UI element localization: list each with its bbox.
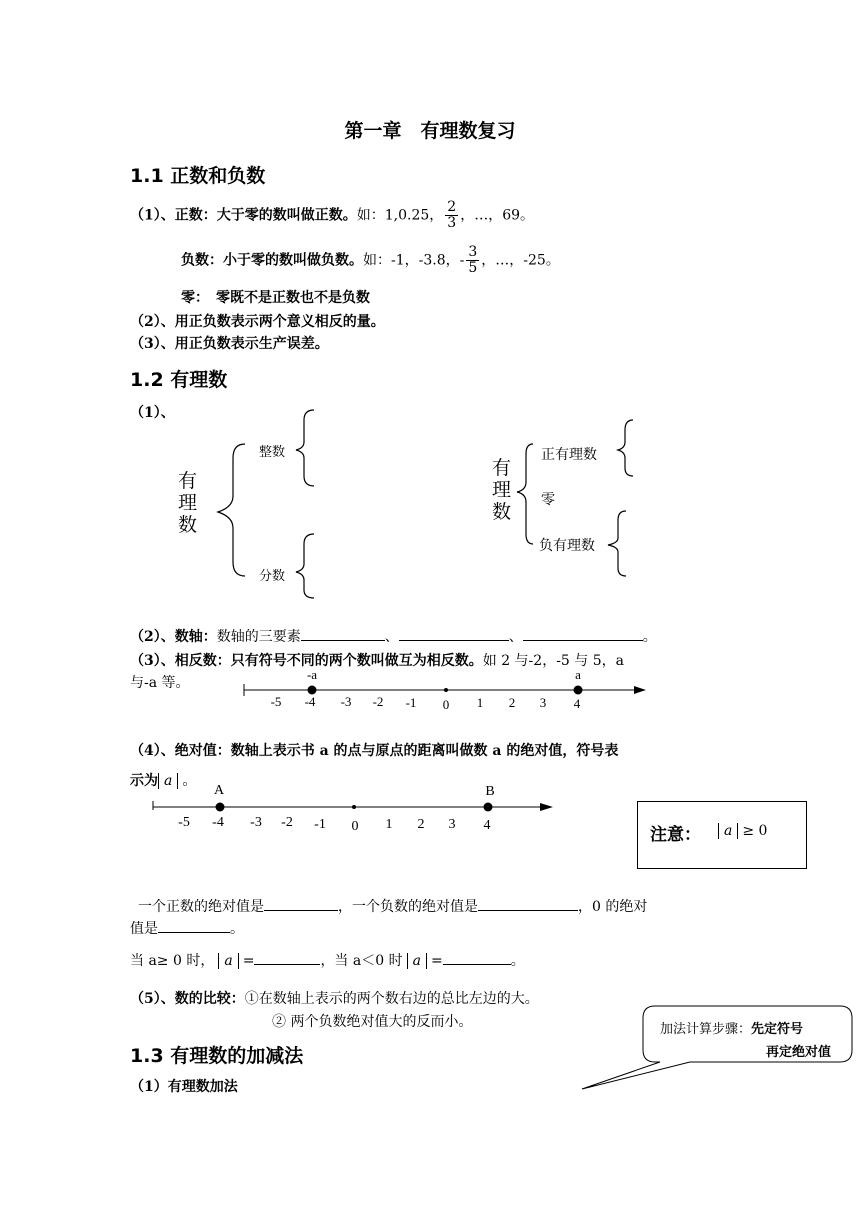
tick-label: 3 <box>448 817 456 832</box>
arrow-head-icon <box>634 686 646 694</box>
text: ，0 的绝对 <box>578 899 648 915</box>
absolute-value-def: （4）、绝对值：数轴上表示书 a 的点与原点的距离叫做数 a 的绝对值，符号表 <box>130 743 619 759</box>
number-line-text: 数轴的三要素 <box>216 629 301 645</box>
tick-label: 4 <box>483 818 491 833</box>
text: 。 <box>510 953 525 969</box>
point-a <box>574 686 583 695</box>
callout-prefix: 加法计算步骤： <box>660 1022 752 1037</box>
positive-examples-rest: ，…，69。 <box>460 207 535 224</box>
section-heading-1-3: 1.3 有理数的加减法 <box>130 1045 304 1067</box>
separator: 、 <box>384 629 399 645</box>
tick-label: -1 <box>314 817 326 832</box>
tick-label: -1 <box>405 695 417 710</box>
root-char: 有 <box>178 470 198 492</box>
label-B: B <box>485 784 495 799</box>
negative-label: 负数：小于零的数叫做负数。 <box>181 252 363 269</box>
callout-text <box>660 1018 803 1037</box>
text: 当 a≥ 0 时， <box>130 953 215 969</box>
text: 。 <box>230 921 244 937</box>
note-relation: ≥ 0 <box>742 823 768 839</box>
callout-line-1: 先定符号 <box>751 1022 804 1037</box>
negative-rational-label: 负有理数 <box>539 538 595 554</box>
abs-a: a <box>718 823 738 839</box>
opposite-label: （3）、相反数：只有符号不同的两个数叫做互为相反数。 <box>130 653 483 669</box>
tick-label: 3 <box>539 695 547 710</box>
root-char: 有 <box>492 457 512 479</box>
tick-label: -2 <box>281 815 293 830</box>
root-char: 理 <box>178 492 198 514</box>
tick-label: 0 <box>442 697 450 712</box>
section-heading-1-2: 1.2 有理数 <box>130 369 228 391</box>
text: 值是 <box>130 921 158 937</box>
abs-a: a <box>158 773 178 789</box>
tick-label: -3 <box>250 815 262 830</box>
point-A <box>216 803 225 812</box>
fraction-brace <box>296 534 314 598</box>
equals: = <box>430 953 443 969</box>
label-neg-a: -a <box>306 667 318 682</box>
negative-examples: 如：-1，-3.8，- <box>363 252 465 269</box>
zero-definition: 零： 零既不是正数也不是负数 <box>181 290 370 306</box>
positive-rational-label: 正有理数 <box>541 447 597 463</box>
comparison-rule-1: ①在数轴上表示的两个数右边的总比左边的大。 <box>244 991 539 1007</box>
end-punct: 。 <box>182 773 197 789</box>
fraction-denominator: 3 <box>447 215 457 231</box>
callout-line-2: 再定绝对值 <box>766 1045 832 1060</box>
abs-a: a <box>407 953 427 969</box>
tick-label: -5 <box>270 694 282 709</box>
opposite-examples-cont: 与-a 等。 <box>130 675 190 691</box>
tick-label: 1 <box>385 817 393 832</box>
label-A: A <box>213 783 225 798</box>
comparison-rule-2: ② 两个负数绝对值大的反而小。 <box>272 1014 473 1030</box>
section-heading-1-1: 1.1 正数和负数 <box>130 165 266 187</box>
page-title: 第一章 有理数复习 <box>344 120 516 142</box>
root-char: 理 <box>492 479 512 501</box>
comparison-label: （5）、数的比较： <box>130 991 245 1007</box>
left-outer-brace <box>218 444 245 576</box>
fraction-numerator: 3 <box>468 244 478 260</box>
positive-label: （1）、正数：大于零的数叫做正数。 <box>130 207 357 224</box>
point-B <box>484 803 493 812</box>
text: 一个正数的绝对值是 <box>138 899 264 915</box>
end-punct: 。 <box>642 629 657 645</box>
fraction-label: 分数 <box>259 569 286 584</box>
text: ，当 a＜0 时 <box>320 953 403 969</box>
equals: = <box>242 953 255 969</box>
tick-label: -3 <box>340 694 352 709</box>
production-error: （3）、用正负数表示生产误差。 <box>130 336 329 352</box>
tick-label: 1 <box>476 695 484 710</box>
fraction-numerator: 2 <box>447 199 457 215</box>
fraction-denominator: 5 <box>468 260 478 276</box>
tick-label: -4 <box>304 694 316 709</box>
tick-label: -4 <box>212 815 224 830</box>
opposite-examples: 如 2 与-2，-5 与 5，a <box>482 653 624 669</box>
item-1-label: （1）、 <box>130 405 175 421</box>
tick-label: 2 <box>508 695 516 710</box>
separator: 、 <box>508 629 523 645</box>
origin-dot <box>444 688 448 692</box>
tick-label: -5 <box>178 815 190 830</box>
arrow-head-icon <box>540 803 553 811</box>
tick-label: 0 <box>351 819 359 834</box>
root-char: 数 <box>178 514 198 536</box>
right-outer-brace <box>517 444 533 544</box>
text: ，一个负数的绝对值是 <box>338 899 478 915</box>
number-line-2 <box>153 783 553 834</box>
addition-item: （1）有理数加法 <box>130 1079 238 1095</box>
tick-label: -2 <box>372 694 384 709</box>
zero-label: 零 <box>541 492 555 508</box>
integer-label: 整数 <box>259 445 286 460</box>
notation-prefix: 示为 <box>130 773 158 789</box>
abs-a: a <box>218 953 238 969</box>
tick-label: 4 <box>573 696 581 711</box>
note-label: 注意： <box>650 825 701 845</box>
integer-brace <box>296 410 314 486</box>
label-a: a <box>575 667 581 682</box>
negative-examples-rest: ，…，-25。 <box>481 252 560 269</box>
negative-rational-brace <box>608 511 626 576</box>
positive-examples: 如：1,0.25， <box>356 207 444 224</box>
tick-label: 2 <box>417 817 425 832</box>
number-line-label: （2）、数轴： <box>130 629 217 645</box>
number-line-1 <box>244 667 646 712</box>
root-char: 数 <box>492 501 512 523</box>
opposite-quantities: （2）、用正负数表示两个意义相反的量。 <box>130 314 385 330</box>
positive-rational-brace <box>618 420 633 476</box>
origin-dot <box>352 805 356 809</box>
